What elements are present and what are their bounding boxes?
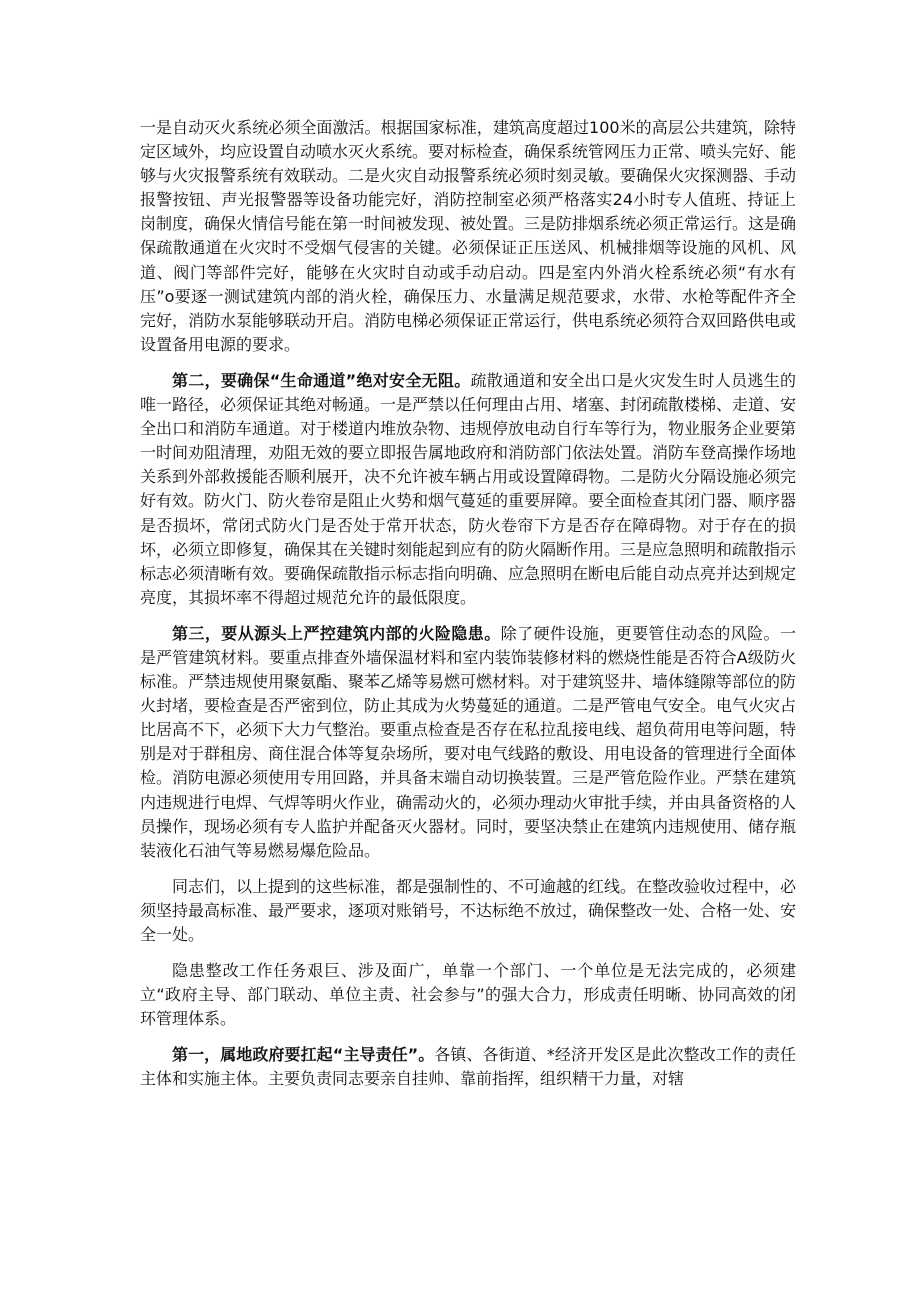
paragraph-management-system: 隐患整改工作任务艰巨、涉及面广，单靠一个部门、一个单位是无法完成的，必须建立“政府主导、部门联动、单位主责、社会参与”的强大合力，形成责任明晰、协同高效的闭环管理体系。 [140,961,796,1029]
paragraph-body: 除了硬件设施，更要管住动态的风险。一是严管建筑材料。要重点排查外墙保温材料和室内装饰装修材料的燃烧性能是否符合A级防火标准。严禁违规使用聚氨酯、聚苯乙烯等易燃可燃材料。对于建筑竖井、墙体缝隙等部位的防火封堵，要检查是否严密到位，防止其成为火势蔓延的通道。二是严管电气安全。电气火灾占比居高不下，必须下大力气整治。要重点检查是否存在私拉乱接电线、超负荷用电等问题，特别是对于群租房、商住混合体等复杂场所，要对电气线路的敷设、用电设备的管理进行全面体检。消防电源必须使用专用回路，并具备末端自动切换装置。三是严管危险作业。严禁在建筑内违规进行电焊、气焊等明火作业，确需动火的，必须办理动火审批手续，并由具备资格的人员操作，现场必须有专人监护并配备灭火器材。同时，要坚决禁止在建筑内违规使用、储存瓶装液化石油气等易燃易爆危险品。 [140,623,797,860]
paragraph-lead: 第三，要从源头上严控建筑内部的火险隐患。 [172,623,501,643]
paragraph-lead: 第二，要确保“生命通道”绝对安全无阻。 [172,370,471,390]
paragraph-body: 疏散通道和安全出口是火灾发生时人员逃生的唯一路径，必须保证其绝对畅通。一是严禁以任何理由占用、堵塞、封闭疏散楼梯、走道、安全出口和消防车通道。对于楼道内堆放杂物、违规停放电动自行车等行为，物业服务企业要第一时间劝阻清理，劝阻无效的要立即报告属地政府和消防部门依法处置。消防车登高操作场地关系到外部救援能否顺利展开，决不允许被车辆占用或设置障碍物。二是防火分隔设施必须完好有效。防火门、防火卷帘是阻止火势和烟气蔓延的重要屏障。要全面检查其闭门器、顺序器是否损坏，常闭式防火门是否处于常开状态，防火卷帘下方是否存在障碍物。对于存在的损坏，必须立即修复，确保其在关键时刻能起到应有的防火隔断作用。三是应急照明和疏散指示标志必须清晰有效。要确保疏散指示标志指向明确、应急照明在断电后能自动点亮并达到规定亮度，其损坏率不得超过规范允许的最低限度。 [140,370,797,607]
paragraph-life-passage [140,369,796,610]
paragraph-standards-redline: 同志们，以上提到的这些标准，都是强制性的、不可逾越的红线。在整改验收过程中，必须坚持最高标准、最严要求，逐项对账销号，不达标绝不放过，确保整改一处、合格一处、安全一处。 [140,876,797,944]
paragraph-lead: 第一，属地政府要扛起“主导责任”。 [172,1045,435,1065]
paragraph-fire-systems: 一是自动灭火系统必须全面激活。根据国家标准，建筑高度超过100米的高层公共建筑，除特定区域外，均应设置自动喷水灭火系统。要对标检查，确保系统管网压力正常、喷头完好、能够与火灾报警系统有效联动。二是火灾自动报警系统必须时刻灵敏。要确保火灾探测器、手动报警按钮、声光报警器等设备功能完好，消防控制室必须严格落实24小时专人值班、持证上岗制度，确保火情信号能在第一时间被发现、被处置。三是防排烟系统必须正常运行。这是确保疏散通道在火灾时不受烟气侵害的关键。必须保证正压送风、机械排烟等设施的风机、风道、阀门等部件完好，能够在火灾时自动或手动启动。四是室内外消火栓系统必须“有水有压”o要逐一测试建筑内部的消火栓，确保压力、水量满足规范要求，水带、水枪等配件齐全完好，消防水泵能够联动开启。消防电梯必须保证正常运行，供电系统必须符合双回路供电或设置备用电源的要求。 [140,118,797,354]
document-page [140,116,796,1104]
paragraph-government-responsibility [140,1043,796,1091]
paragraph-body: 各镇、各街道、*经济开发区是此次整改工作的责任主体和实施主体。主要负责同志要亲自挂帅、靠前指挥，组织精干力量，对辖 [140,1045,796,1089]
paragraph-fire-hazards [140,622,796,863]
